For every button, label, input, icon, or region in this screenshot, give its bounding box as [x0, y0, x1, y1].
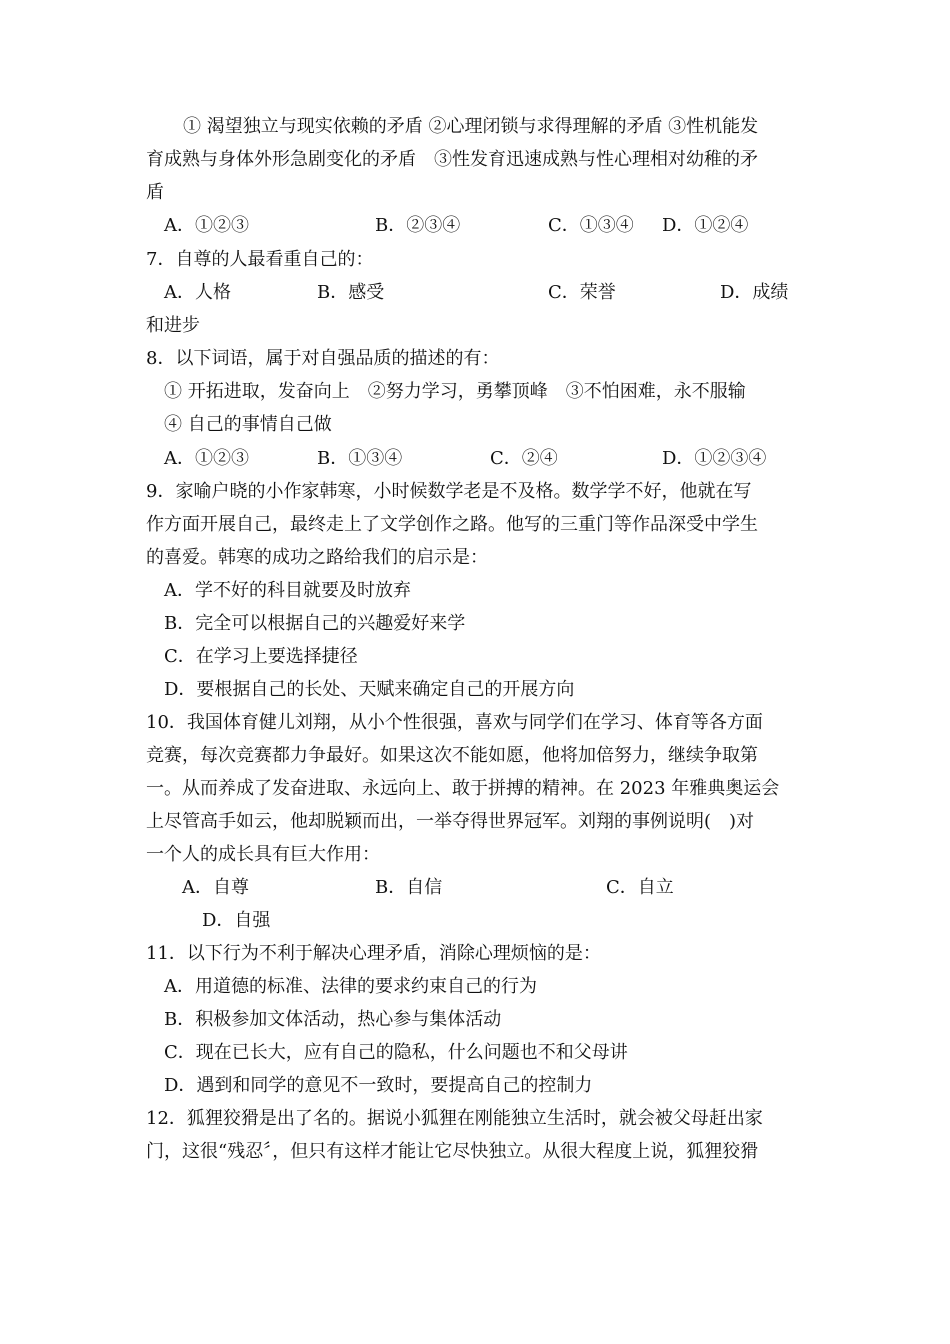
q6-stem-line-1: ① 渴望独立与现实依赖的矛盾 ②心理闭锁与求得理解的矛盾 ③性机能发: [183, 116, 759, 137]
q8-items-line-1: ① 开拓进取，发奋向上 ②努力学习，勇攀顶峰 ③不怕困难，永不服输: [164, 381, 746, 402]
q7-stem: 7．自尊的人最看重自己的：: [146, 249, 374, 270]
q6-stem-line-3: 盾: [146, 182, 164, 203]
q7-option-b: B．感受: [317, 282, 385, 303]
q8-option-a: A．①②③: [164, 448, 249, 469]
q10-option-b: B．自信: [375, 877, 443, 898]
q9-option-c: C．在学习上要选择捷径: [164, 646, 358, 667]
q11-option-d: D．遇到和同学的意见不一致时，要提高自己的控制力: [164, 1075, 593, 1096]
q10-option-a: A．自尊: [182, 877, 249, 898]
q6-option-d: D．①②④: [662, 215, 749, 236]
q6-option-c: C．①③④: [548, 215, 634, 236]
q9-option-d: D．要根据自己的长处、天赋来确定自己的开展方向: [164, 679, 575, 700]
q8-option-b: B．①③④: [317, 448, 403, 469]
q11-option-a: A．用道德的标准、法律的要求约束自己的行为: [164, 976, 537, 997]
q7-option-a: A．人格: [164, 282, 231, 303]
q10-option-c: C．自立: [606, 877, 674, 898]
q9-option-b: B．完全可以根据自己的兴趣爱好来学: [164, 613, 466, 634]
q9-option-a: A．学不好的科目就要及时放弃: [164, 580, 411, 601]
q10-stem-line-3: 一。从而养成了发奋进取、永远向上、敢于拼搏的精神。在 2023 年雅典奥运会: [146, 778, 780, 799]
q8-option-c: C．②④: [490, 448, 558, 469]
q10-stem-line-5: 一个人的成长具有巨大作用：: [146, 844, 380, 865]
q7-continuation: 和进步: [146, 315, 200, 336]
q10-stem-line-2: 竞赛，每次竞赛都力争最好。如果这次不能如愿，他将加倍努力，继续争取第: [146, 745, 758, 766]
q6-stem-line-2: 育成熟与身体外形急剧变化的矛盾 ③性发育迅速成熟与性心理相对幼稚的矛: [146, 149, 758, 170]
q6-option-a: A．①②③: [164, 215, 249, 236]
q11-stem: 11．以下行为不利于解决心理矛盾，消除心理烦恼的是：: [146, 943, 601, 964]
q8-option-d: D．①②③④: [662, 448, 767, 469]
q9-stem-line-3: 的喜爱。韩寒的成功之路给我们的启示是：: [146, 547, 488, 568]
q12-stem-line-2: 门，这很“残忍〞，但只有这样才能让它尽快独立。从很大程度上说，狐狸狡猾: [146, 1141, 759, 1162]
q6-option-b: B．②③④: [375, 215, 461, 236]
q10-option-d: D．自强: [202, 910, 271, 931]
q9-stem-line-1: 9．家喻户晓的小作家韩寒，小时候数学老是不及格。数学学不好，他就在写: [146, 481, 752, 502]
q10-stem-line-1: 10．我国体育健儿刘翔，从小个性很强，喜欢与同学们在学习、体育等各方面: [146, 712, 763, 733]
q11-option-b: B．积极参加文体活动，热心参与集体活动: [164, 1009, 502, 1030]
q10-stem-line-4: 上尽管高手如云，他却脱颖而出，一举夺得世界冠军。刘翔的事例说明( )对: [146, 811, 755, 832]
q7-option-d: D．成绩: [720, 282, 789, 303]
q11-option-c: C．现在已长大，应有自己的隐私，什么问题也不和父母讲: [164, 1042, 628, 1063]
q9-stem-line-2: 作方面开展自己，最终走上了文学创作之路。他写的三重门等作品深受中学生: [146, 514, 758, 535]
q8-stem: 8．以下词语，属于对自强品质的描述的有：: [146, 348, 500, 369]
q7-option-c: C．荣誉: [548, 282, 616, 303]
q12-stem-line-1: 12．狐狸狡猾是出了名的。据说小狐狸在刚能独立生活时，就会被父母赶出家: [146, 1108, 763, 1129]
q8-items-line-2: ④ 自己的事情自己做: [164, 414, 332, 435]
